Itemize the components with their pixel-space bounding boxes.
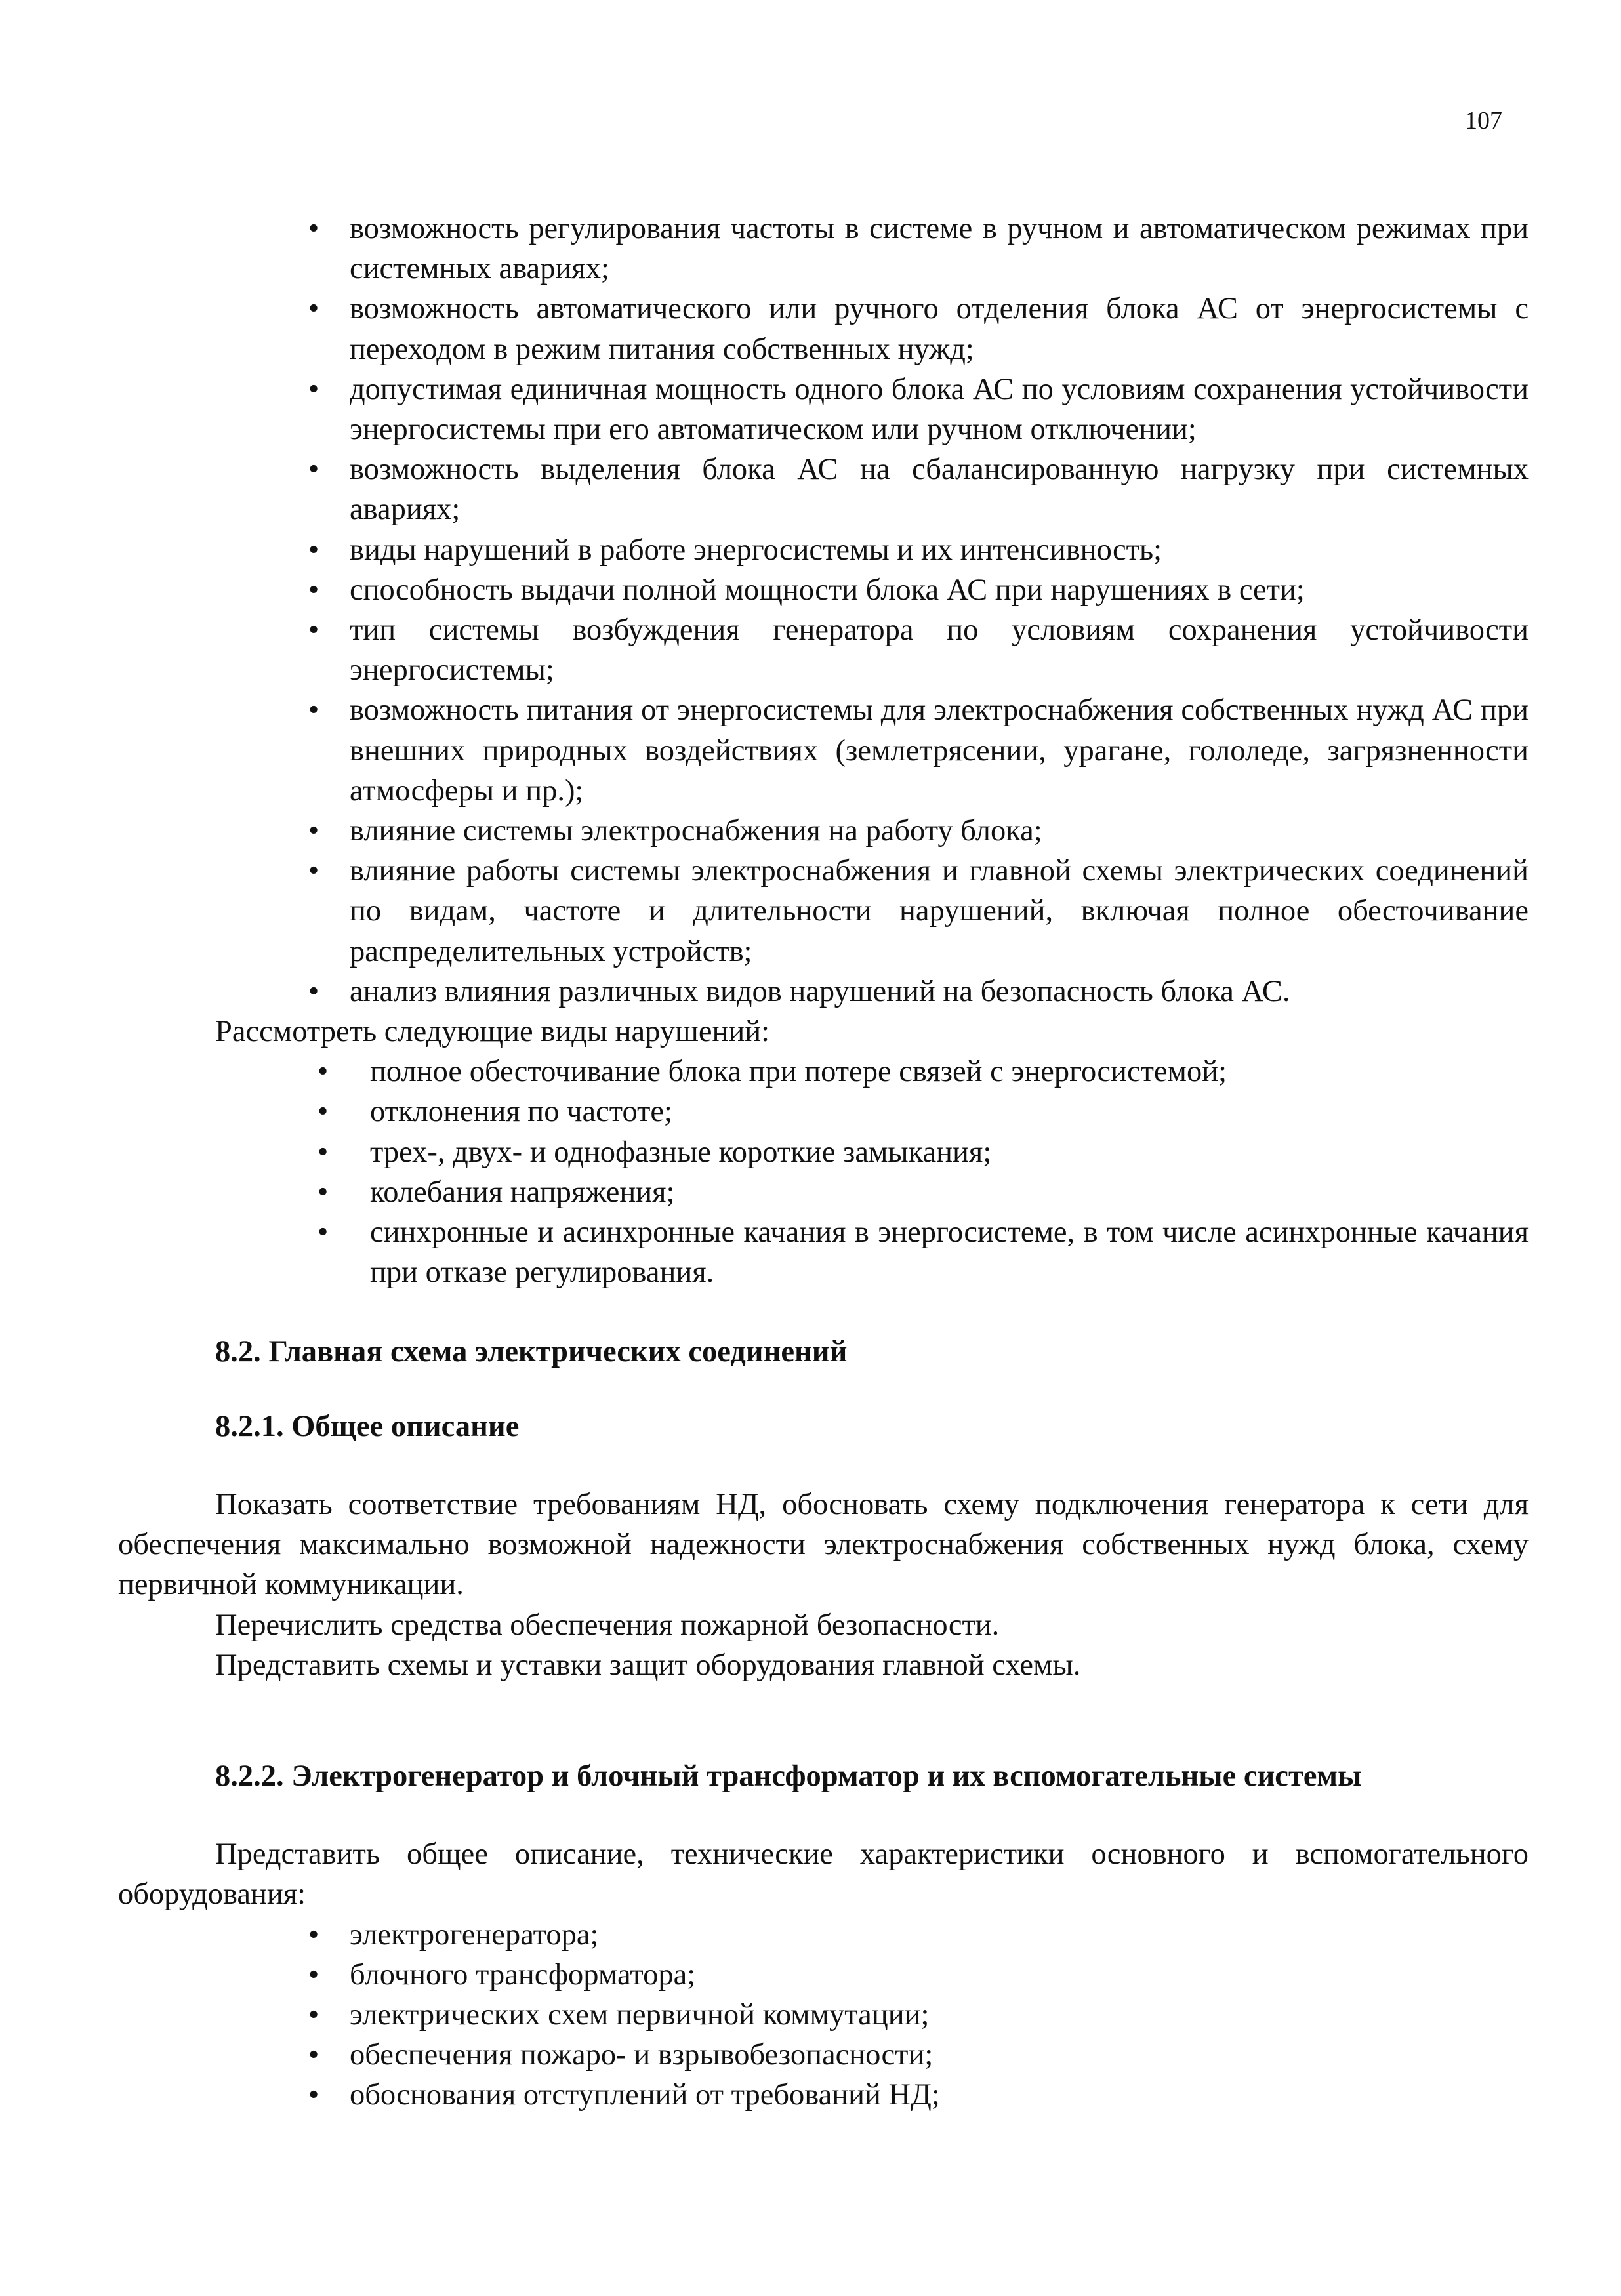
page-body <box>118 209 1529 2116</box>
section-heading-8-2-2: 8.2.2. Электрогенератор и блочный трансформатор и их вспомогательные системы <box>215 1759 1362 1793</box>
list-item: • влияние работы системы электроснабжения и главной схемы электрических соединений по видам, частоте и длительности нарушений, включая полное обесточивание распределительных устройств; <box>215 851 1529 972</box>
page-number: 107 <box>1465 107 1502 134</box>
requirements-list <box>215 209 1529 1012</box>
violations-list <box>215 1052 1529 1292</box>
paragraph: Представить общее описание, технические характеристики основного и вспомогательного оборудования: <box>118 1837 1529 1912</box>
section-heading-8-2: 8.2. Главная схема электрических соединений <box>215 1335 848 1369</box>
list-item: • обеспечения пожаро- и взрывобезопасности; <box>215 2035 1529 2075</box>
list-item: • синхронные и асинхронные качания в энергосистеме, в том числе асинхронные качания при отказе регулирования. <box>215 1212 1529 1292</box>
list-item: • полное обесточивание блока при потере связей с энергосистемой; <box>215 1052 1529 1092</box>
list-item: • возможность регулирования частоты в системе в ручном и автоматическом режимах при системных авариях; <box>215 209 1529 289</box>
list-item: • блочного трансформатора; <box>215 1955 1529 1995</box>
list-item: • электрических схем первичной коммутации; <box>215 1995 1529 2035</box>
section-heading-8-2-1: 8.2.1. Общее описание <box>215 1409 520 1443</box>
list-item: • колебания напряжения; <box>215 1172 1529 1212</box>
list-item: • возможность автоматического или ручного отделения блока АС от энергосистемы с переходом в режим питания собственных нужд; <box>215 289 1529 369</box>
list-item: • способность выдачи полной мощности блока АС при нарушениях в сети; <box>215 570 1529 610</box>
list-item: • обоснования отступлений от требований НД; <box>215 2075 1529 2115</box>
list-item: • трех-, двух- и однофазные короткие замыкания; <box>215 1132 1529 1172</box>
equipment-list <box>215 1915 1529 2116</box>
list-item: • виды нарушений в работе энергосистемы и их интенсивность; <box>215 530 1529 570</box>
list-item: • возможность выделения блока АС на сбалансированную нагрузку при системных авариях; <box>215 449 1529 529</box>
paragraph: Перечислить средства обеспечения пожарной безопасности. <box>215 1608 1000 1642</box>
paragraph: Показать соответствие требованиям НД, обосновать схему подключения генератора к сети для обеспечения максимально возможной надежности электроснабжения собственных нужд блока, схему первичной коммуникации. <box>118 1487 1529 1602</box>
violations-intro: Рассмотреть следующие виды нарушений: <box>215 1015 770 1049</box>
list-item: • возможность питания от энергосистемы для электроснабжения собственных нужд АС при внешних природных воздействиях (землетрясении, урагане, гололеде, загрязненности атмосферы и пр.); <box>215 690 1529 811</box>
list-item: • допустимая единичная мощность одного блока АС по условиям сохранения устойчивости энергосистемы при его автоматическом или ручном отключении; <box>215 369 1529 449</box>
list-item: • отклонения по частоте; <box>215 1092 1529 1132</box>
list-item: • анализ влияния различных видов нарушений на безопасность блока АС. <box>215 972 1529 1012</box>
list-item: • тип системы возбуждения генератора по условиям сохранения устойчивости энергосистемы; <box>215 610 1529 690</box>
list-item: • влияние системы электроснабжения на работу блока; <box>215 811 1529 851</box>
paragraph: Представить схемы и уставки защит оборудования главной схемы. <box>215 1648 1081 1682</box>
list-item: • электрогенератора; <box>215 1915 1529 1955</box>
